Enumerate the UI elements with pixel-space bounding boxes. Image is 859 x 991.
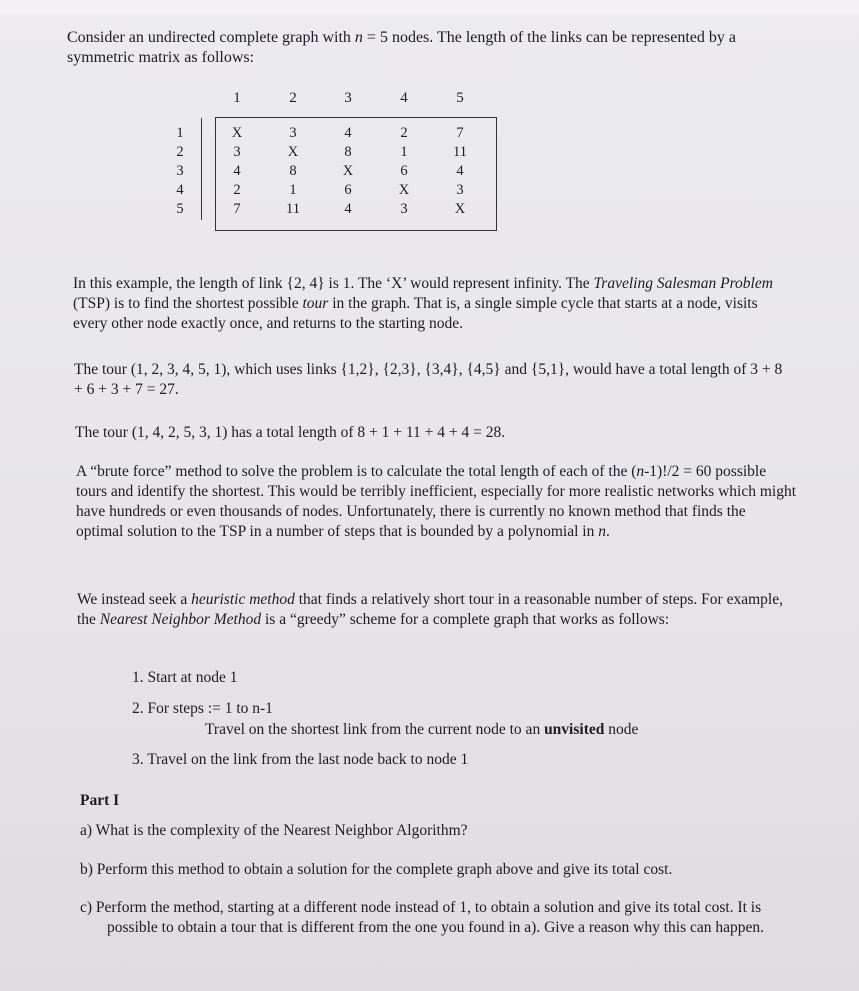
- step2-text-c: node: [604, 721, 639, 738]
- col-header: 5: [456, 90, 464, 106]
- step2-text-a: Travel on the shortest link from the current node to an: [205, 721, 545, 738]
- tsp-term: Traveling Salesman Problem: [593, 275, 773, 292]
- matrix-cell: 3: [233, 144, 241, 160]
- col-header: 3: [344, 90, 352, 106]
- matrix-cell: 8: [289, 163, 297, 179]
- para1-text-b: (TSP) is to find the shortest possible: [73, 295, 303, 312]
- matrix-cell: 2: [233, 182, 241, 198]
- col-header: 1: [233, 90, 241, 106]
- tour-example-2: The tour (1, 4, 2, 5, 3, 1) has a total length of 8 + 1 + 11 + 4 + 4 = 28.: [75, 424, 506, 441]
- matrix-cell: 4: [456, 163, 464, 179]
- matrix-cell: 7: [456, 125, 464, 141]
- para4-text-c: .: [605, 523, 610, 540]
- col-header: 4: [400, 90, 408, 106]
- matrix-cell: 4: [233, 163, 241, 179]
- nearest-neighbor-term: Nearest Neighbor Method: [99, 611, 262, 628]
- para5-text-c: is a “greedy” scheme for a complete graph that works as follows:: [261, 611, 670, 628]
- matrix-cell: 7: [233, 201, 241, 217]
- matrix-cell: 2: [400, 125, 408, 141]
- row-header: 2: [176, 144, 184, 160]
- matrix-cell: X: [454, 201, 466, 217]
- matrix-cell: 4: [344, 201, 352, 217]
- matrix-cell: X: [287, 144, 299, 160]
- question-a: a) What is the complexity of the Nearest Neighbor Algorithm?: [80, 822, 468, 839]
- tsp-definition-paragraph: [73, 274, 793, 334]
- para4-text-a: A “brute force” method to solve the problem is to calculate the total length of each of the (: [76, 463, 637, 480]
- matrix-cell: 3: [456, 182, 464, 198]
- tour-term: tour: [302, 295, 329, 312]
- para4-text-b: -1)!/2 = 60 possible tours and identify the shortest. This would be terribly inefficient, especially for more realistic networks which might have hundreds or even thousands of nodes. Unfortunately, there is currently no known method that finds the optimal solution to the TSP in a number of steps that is bounded by a polynomial in: [76, 463, 797, 540]
- intro-text-a: Consider an undirected complete graph with: [67, 29, 355, 46]
- row-header: 1: [176, 125, 184, 141]
- n-symbol: n: [598, 523, 606, 540]
- heuristic-term: heuristic method: [191, 591, 295, 608]
- col-header: 2: [289, 90, 297, 106]
- algorithm-step-2-body: [205, 720, 638, 740]
- matrix-cell: 1: [289, 182, 297, 198]
- matrix-cell: X: [342, 163, 354, 179]
- para5-text-b: that finds a relatively short tour in a reasonable number of steps. For example, the: [77, 591, 783, 628]
- para1-text-c: in the graph. That is, a single simple cycle that starts at a node, visits every other node exactly once, and returns to the starting node.: [73, 295, 758, 332]
- intro-paragraph: [67, 28, 807, 68]
- matrix-cell: 11: [286, 201, 300, 217]
- tour-example-1: The tour (1, 2, 3, 4, 5, 1), which uses links {1,2}, {2,3}, {3,4}, {4,5} and {5,1}, would have a total length of 3 + 8 + 6 + 3 + 7 = 27.: [74, 361, 783, 398]
- matrix-cell: X: [231, 125, 243, 141]
- matrix-cell: 4: [344, 125, 352, 141]
- algorithm-step-2: 2. For steps := 1 to n-1: [132, 700, 273, 717]
- matrix-cell: 3: [400, 201, 408, 217]
- matrix-cell: 6: [344, 182, 352, 198]
- intro-n-symbol: n: [354, 29, 363, 46]
- brute-force-paragraph: [76, 462, 796, 542]
- question-c: c) Perform the method, starting at a different node instead of 1, to obtain a solution and give its total cost. It is possible to obtain a tour that is different from the one you found in a). Give a reason why this can happen.: [80, 899, 765, 936]
- unvisited-term: unvisited: [544, 721, 605, 738]
- algorithm-step-1: 1. Start at node 1: [132, 669, 238, 686]
- part-heading: Part I: [80, 792, 120, 809]
- intro-text-b: = 5 nodes. The length of the links can be represented by a symmetric matrix as follows:: [67, 29, 736, 66]
- n-symbol: n: [636, 463, 645, 480]
- para5-text-a: We instead seek a: [77, 591, 192, 608]
- matrix-cell: 3: [289, 125, 297, 141]
- algorithm-step-3: 3. Travel on the link from the last node back to node 1: [132, 751, 469, 768]
- row-header: 4: [176, 182, 184, 198]
- matrix-cell: X: [398, 182, 410, 198]
- matrix-cell: 1: [400, 144, 408, 160]
- question-b: b) Perform this method to obtain a solution for the complete graph above and give its total cost.: [80, 861, 673, 878]
- para1-text-a: In this example, the length of link {2, 4} is 1. The ‘X’ would represent infinity. The: [73, 275, 594, 292]
- screen-top-edge: [0, 0, 859, 14]
- matrix-cell: 8: [344, 144, 352, 160]
- heuristic-paragraph: [77, 590, 797, 630]
- matrix-cell: 11: [453, 144, 467, 160]
- matrix-cell: 6: [400, 163, 408, 179]
- row-header: 3: [176, 163, 184, 179]
- row-header-divider: [201, 118, 202, 220]
- row-header: 5: [176, 201, 184, 217]
